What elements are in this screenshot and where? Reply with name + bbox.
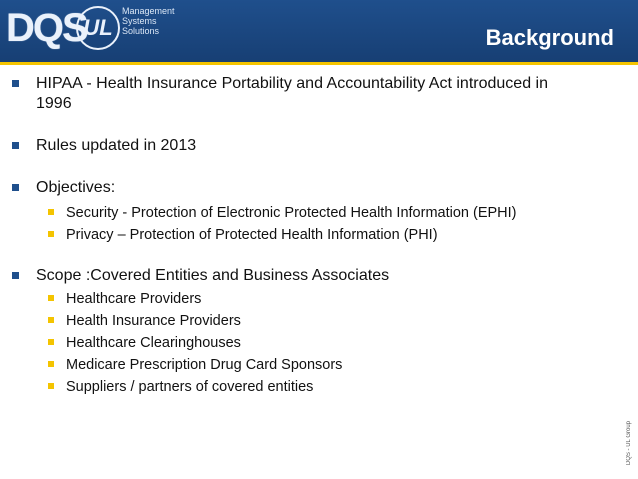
bullet-item (10, 266, 570, 286)
sub-bullet-text: Medicare Prescription Drug Card Sponsors (66, 357, 343, 373)
logo-line: Management (122, 6, 175, 16)
sub-bullet-item (46, 334, 570, 352)
bullet-text: Scope :Covered Entities and Business Associates (36, 267, 390, 284)
slide-body (10, 74, 570, 396)
sub-bullet-text: Healthcare Providers (66, 291, 202, 307)
logo-line: Solutions (122, 26, 160, 36)
logo-line: Systems (122, 16, 157, 26)
accent-divider (0, 62, 638, 65)
bullet-text: HIPAA - Health Insurance Portability and Accountability Act introduced in 1996 (36, 75, 548, 112)
sub-bullet-item (46, 226, 570, 244)
copyright-text: DQS - UL Group (626, 420, 632, 465)
sub-bullet-item (46, 378, 570, 396)
dqs-logo: DQS (6, 6, 87, 50)
sub-bullet-text: Security - Protection of Electronic Protected Health Information (EPHI) (66, 205, 517, 221)
bullet-text: Objectives: (36, 179, 116, 196)
slide-title: Background (485, 25, 614, 50)
sub-bullet-text: Suppliers / partners of covered entities (66, 379, 314, 395)
bullet-item (10, 136, 570, 156)
sub-bullet-item (46, 312, 570, 330)
sub-bullet-text: Privacy – Protection of Protected Health Information (PHI) (66, 227, 438, 243)
slide-header (0, 0, 638, 62)
management-systems-logo-text (122, 6, 175, 36)
bullet-text: Rules updated in 2013 (36, 137, 197, 154)
sub-bullet-text: Health Insurance Providers (66, 313, 241, 329)
bullet-item (10, 178, 570, 198)
sub-bullet-item (46, 290, 570, 308)
bullet-item (10, 74, 570, 114)
sub-bullet-text: Healthcare Clearinghouses (66, 335, 241, 351)
sub-bullet-item (46, 356, 570, 374)
ul-logo: UL (76, 6, 120, 50)
sub-bullet-item (46, 204, 570, 222)
